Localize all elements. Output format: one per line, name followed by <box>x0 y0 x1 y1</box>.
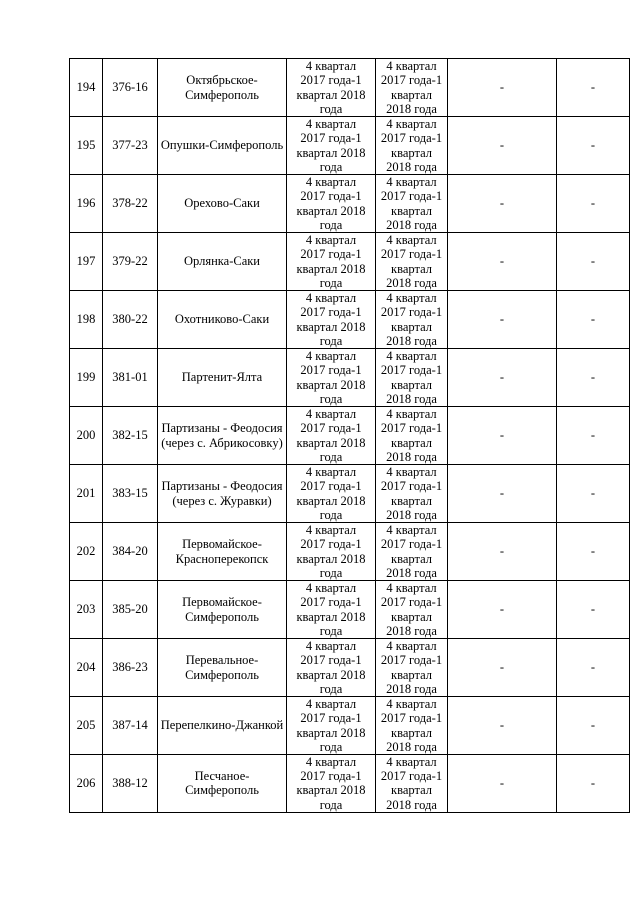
table-row <box>70 175 630 233</box>
period-line: 2017 года-1 <box>300 711 362 726</box>
period-start-cell <box>287 697 376 755</box>
period-line: квартал 2018 <box>296 145 366 160</box>
route-name-cell: Октябрьское-Симферополь <box>158 59 287 117</box>
period-end-cell <box>376 581 448 639</box>
period-line: 2018 года <box>386 159 437 174</box>
period-line: квартал <box>391 87 432 102</box>
route-number-cell: 205 <box>70 697 103 755</box>
period-start-cell <box>287 407 376 465</box>
route-code-cell: 379-22 <box>103 233 158 291</box>
dash-cell-1: - <box>448 407 557 465</box>
period-end-cell <box>376 233 448 291</box>
period-end-cell <box>376 175 448 233</box>
dash-cell-2: - <box>557 755 630 813</box>
period-start-cell <box>287 639 376 697</box>
period-line: 2018 года <box>386 333 437 348</box>
period-line: квартал <box>391 493 432 508</box>
period-line: 2018 года <box>386 681 437 696</box>
route-number-cell: 202 <box>70 523 103 581</box>
dash-cell-2: - <box>557 523 630 581</box>
period-line: квартал <box>391 203 432 218</box>
dash-cell-1: - <box>448 117 557 175</box>
period-line: 4 квартал <box>305 581 357 596</box>
period-line: года <box>319 623 343 638</box>
period-line: года <box>319 797 343 812</box>
period-line: 2018 года <box>386 101 437 116</box>
period-line: 2018 года <box>386 797 437 812</box>
period-line: 2017 года-1 <box>300 131 362 146</box>
period-line: квартал <box>391 551 432 566</box>
period-start-cell <box>287 291 376 349</box>
dash-cell-1: - <box>448 349 557 407</box>
period-line: года <box>319 681 343 696</box>
dash-cell-1: - <box>448 523 557 581</box>
period-line: 2018 года <box>386 449 437 464</box>
period-line: 2017 года-1 <box>380 363 443 378</box>
route-number-cell: 198 <box>70 291 103 349</box>
period-line: 2017 года-1 <box>380 421 443 436</box>
table-row <box>70 349 630 407</box>
dash-cell-1: - <box>448 59 557 117</box>
route-name-cell: Перевальное-Симферополь <box>158 639 287 697</box>
table-row <box>70 233 630 291</box>
period-line: квартал 2018 <box>296 609 366 624</box>
table-row <box>70 465 630 523</box>
period-line: года <box>319 391 343 406</box>
period-line: 2017 года-1 <box>380 189 443 204</box>
period-line: 2018 года <box>386 623 437 638</box>
dash-cell-2: - <box>557 465 630 523</box>
route-number-cell: 203 <box>70 581 103 639</box>
route-code-cell: 384-20 <box>103 523 158 581</box>
period-start-cell <box>287 755 376 813</box>
period-start-cell <box>287 233 376 291</box>
route-number-cell: 206 <box>70 755 103 813</box>
dash-cell-1: - <box>448 291 557 349</box>
route-code-cell: 388-12 <box>103 755 158 813</box>
period-line: квартал 2018 <box>296 87 366 102</box>
route-name-cell: Партизаны - Феодосия (через с. Абрикосовку) <box>158 407 287 465</box>
period-line: 4 квартал <box>305 407 357 422</box>
route-code-cell: 378-22 <box>103 175 158 233</box>
period-line: 4 квартал <box>305 465 357 480</box>
dash-cell-2: - <box>557 117 630 175</box>
route-name-cell: Песчаное-Симферополь <box>158 755 287 813</box>
period-line: года <box>319 159 343 174</box>
route-code-cell: 376-16 <box>103 59 158 117</box>
period-end-cell <box>376 523 448 581</box>
period-start-cell <box>287 59 376 117</box>
route-name-cell: Первомайское-Красноперекопск <box>158 523 287 581</box>
period-line: 2017 года-1 <box>300 363 362 378</box>
route-number-cell: 195 <box>70 117 103 175</box>
period-line: квартал 2018 <box>296 667 366 682</box>
period-line: 4 квартал <box>386 175 437 190</box>
dash-cell-2: - <box>557 59 630 117</box>
table-row <box>70 697 630 755</box>
period-line: 4 квартал <box>305 523 357 538</box>
period-line: 4 квартал <box>386 523 437 538</box>
route-number-cell: 199 <box>70 349 103 407</box>
dash-cell-1: - <box>448 175 557 233</box>
dash-cell-1: - <box>448 639 557 697</box>
period-line: 4 квартал <box>305 755 357 769</box>
period-line: квартал <box>391 261 432 276</box>
period-line: квартал 2018 <box>296 435 366 450</box>
period-end-cell <box>376 59 448 117</box>
period-line: квартал <box>391 667 432 682</box>
period-line: 4 квартал <box>305 639 357 654</box>
period-line: 4 квартал <box>305 349 357 364</box>
period-line: 2017 года-1 <box>300 247 362 262</box>
dash-cell-2: - <box>557 407 630 465</box>
route-name-cell: Партизаны - Феодосия (через с. Журавки) <box>158 465 287 523</box>
period-line: квартал 2018 <box>296 203 366 218</box>
period-end-cell <box>376 697 448 755</box>
route-name-cell: Орехово-Саки <box>158 175 287 233</box>
table-row <box>70 755 630 813</box>
period-end-cell <box>376 755 448 813</box>
dash-cell-1: - <box>448 581 557 639</box>
table-row <box>70 59 630 117</box>
dash-cell-2: - <box>557 233 630 291</box>
period-line: 4 квартал <box>305 233 357 248</box>
period-line: 2017 года-1 <box>380 247 443 262</box>
period-line: 2017 года-1 <box>300 595 362 610</box>
period-line: 4 квартал <box>386 117 437 132</box>
period-line: 2017 года-1 <box>300 653 362 668</box>
period-line: 2017 года-1 <box>380 131 443 146</box>
period-line: 4 квартал <box>386 233 437 248</box>
period-line: года <box>319 217 343 232</box>
dash-cell-2: - <box>557 291 630 349</box>
period-line: квартал 2018 <box>296 377 366 392</box>
period-line: 2018 года <box>386 391 437 406</box>
route-name-cell: Партенит-Ялта <box>158 349 287 407</box>
period-line: 2017 года-1 <box>380 769 443 784</box>
route-code-cell: 387-14 <box>103 697 158 755</box>
route-code-cell: 380-22 <box>103 291 158 349</box>
period-line: квартал 2018 <box>296 493 366 508</box>
period-start-cell <box>287 117 376 175</box>
period-line: 2018 года <box>386 507 437 522</box>
route-name-cell: Орлянка-Саки <box>158 233 287 291</box>
period-end-cell <box>376 291 448 349</box>
period-line: 2017 года-1 <box>300 73 362 88</box>
period-line: 4 квартал <box>386 349 437 364</box>
table-row <box>70 407 630 465</box>
dash-cell-1: - <box>448 755 557 813</box>
period-line: 2017 года-1 <box>300 305 362 320</box>
period-line: 4 квартал <box>305 697 357 712</box>
route-number-cell: 204 <box>70 639 103 697</box>
period-line: квартал <box>391 145 432 160</box>
dash-cell-2: - <box>557 639 630 697</box>
route-code-cell: 383-15 <box>103 465 158 523</box>
dash-cell-1: - <box>448 465 557 523</box>
period-line: 4 квартал <box>305 175 357 190</box>
period-line: квартал 2018 <box>296 551 366 566</box>
period-line: года <box>319 739 343 754</box>
table-row <box>70 291 630 349</box>
period-line: 2017 года-1 <box>380 73 443 88</box>
period-line: квартал 2018 <box>296 725 366 740</box>
period-line: квартал 2018 <box>296 261 366 276</box>
period-line: 2017 года-1 <box>380 537 443 552</box>
period-line: 4 квартал <box>386 465 437 480</box>
period-line: 2018 года <box>386 275 437 290</box>
period-line: 2017 года-1 <box>380 653 443 668</box>
period-line: 4 квартал <box>305 59 357 74</box>
route-number-cell: 194 <box>70 59 103 117</box>
table-row <box>70 117 630 175</box>
period-line: года <box>319 565 343 580</box>
period-line: 4 квартал <box>386 755 437 769</box>
period-line: года <box>319 333 343 348</box>
period-end-cell <box>376 407 448 465</box>
route-name-cell: Опушки-Симферополь <box>158 117 287 175</box>
routes-table <box>69 58 630 813</box>
period-line: квартал 2018 <box>296 783 366 798</box>
period-line: квартал <box>391 435 432 450</box>
period-line: 2018 года <box>386 565 437 580</box>
period-line: 4 квартал <box>386 407 437 422</box>
period-line: квартал <box>391 377 432 392</box>
routes-table-body <box>70 59 630 813</box>
period-line: 4 квартал <box>386 697 437 712</box>
table-row <box>70 639 630 697</box>
route-number-cell: 200 <box>70 407 103 465</box>
period-line: квартал <box>391 319 432 334</box>
period-line: 4 квартал <box>305 117 357 132</box>
period-line: 2017 года-1 <box>300 479 362 494</box>
route-code-cell: 377-23 <box>103 117 158 175</box>
period-end-cell <box>376 117 448 175</box>
period-end-cell <box>376 465 448 523</box>
dash-cell-2: - <box>557 581 630 639</box>
dash-cell-1: - <box>448 697 557 755</box>
period-end-cell <box>376 349 448 407</box>
period-line: 2017 года-1 <box>380 305 443 320</box>
route-number-cell: 196 <box>70 175 103 233</box>
dash-cell-1: - <box>448 233 557 291</box>
period-line: 2018 года <box>386 217 437 232</box>
route-name-cell: Первомайское-Симферополь <box>158 581 287 639</box>
route-code-cell: 381-01 <box>103 349 158 407</box>
period-line: 2017 года-1 <box>380 595 443 610</box>
period-line: года <box>319 101 343 116</box>
period-line: 4 квартал <box>386 639 437 654</box>
period-start-cell <box>287 581 376 639</box>
dash-cell-2: - <box>557 349 630 407</box>
period-line: квартал 2018 <box>296 319 366 334</box>
route-code-cell: 385-20 <box>103 581 158 639</box>
route-name-cell: Охотниково-Саки <box>158 291 287 349</box>
period-line: квартал <box>391 783 432 798</box>
period-line: 2018 года <box>386 739 437 754</box>
table-row <box>70 581 630 639</box>
period-start-cell <box>287 523 376 581</box>
route-code-cell: 382-15 <box>103 407 158 465</box>
period-line: года <box>319 507 343 522</box>
period-line: квартал <box>391 609 432 624</box>
route-number-cell: 201 <box>70 465 103 523</box>
dash-cell-2: - <box>557 175 630 233</box>
period-start-cell <box>287 465 376 523</box>
table-row <box>70 523 630 581</box>
period-line: 4 квартал <box>305 291 357 306</box>
period-line: 2017 года-1 <box>380 711 443 726</box>
period-start-cell <box>287 349 376 407</box>
period-line: 4 квартал <box>386 59 437 74</box>
period-line: 4 квартал <box>386 291 437 306</box>
period-line: 2017 года-1 <box>380 479 443 494</box>
period-line: 4 квартал <box>386 581 437 596</box>
route-name-cell: Перепелкино-Джанкой <box>158 697 287 755</box>
dash-cell-2: - <box>557 697 630 755</box>
route-code-cell: 386-23 <box>103 639 158 697</box>
period-line: 2017 года-1 <box>300 189 362 204</box>
period-end-cell <box>376 639 448 697</box>
period-start-cell <box>287 175 376 233</box>
period-line: 2017 года-1 <box>300 421 362 436</box>
period-line: 2017 года-1 <box>300 537 362 552</box>
period-line: года <box>319 275 343 290</box>
period-line: квартал <box>391 725 432 740</box>
period-line: 2017 года-1 <box>300 769 362 784</box>
route-number-cell: 197 <box>70 233 103 291</box>
period-line: года <box>319 449 343 464</box>
